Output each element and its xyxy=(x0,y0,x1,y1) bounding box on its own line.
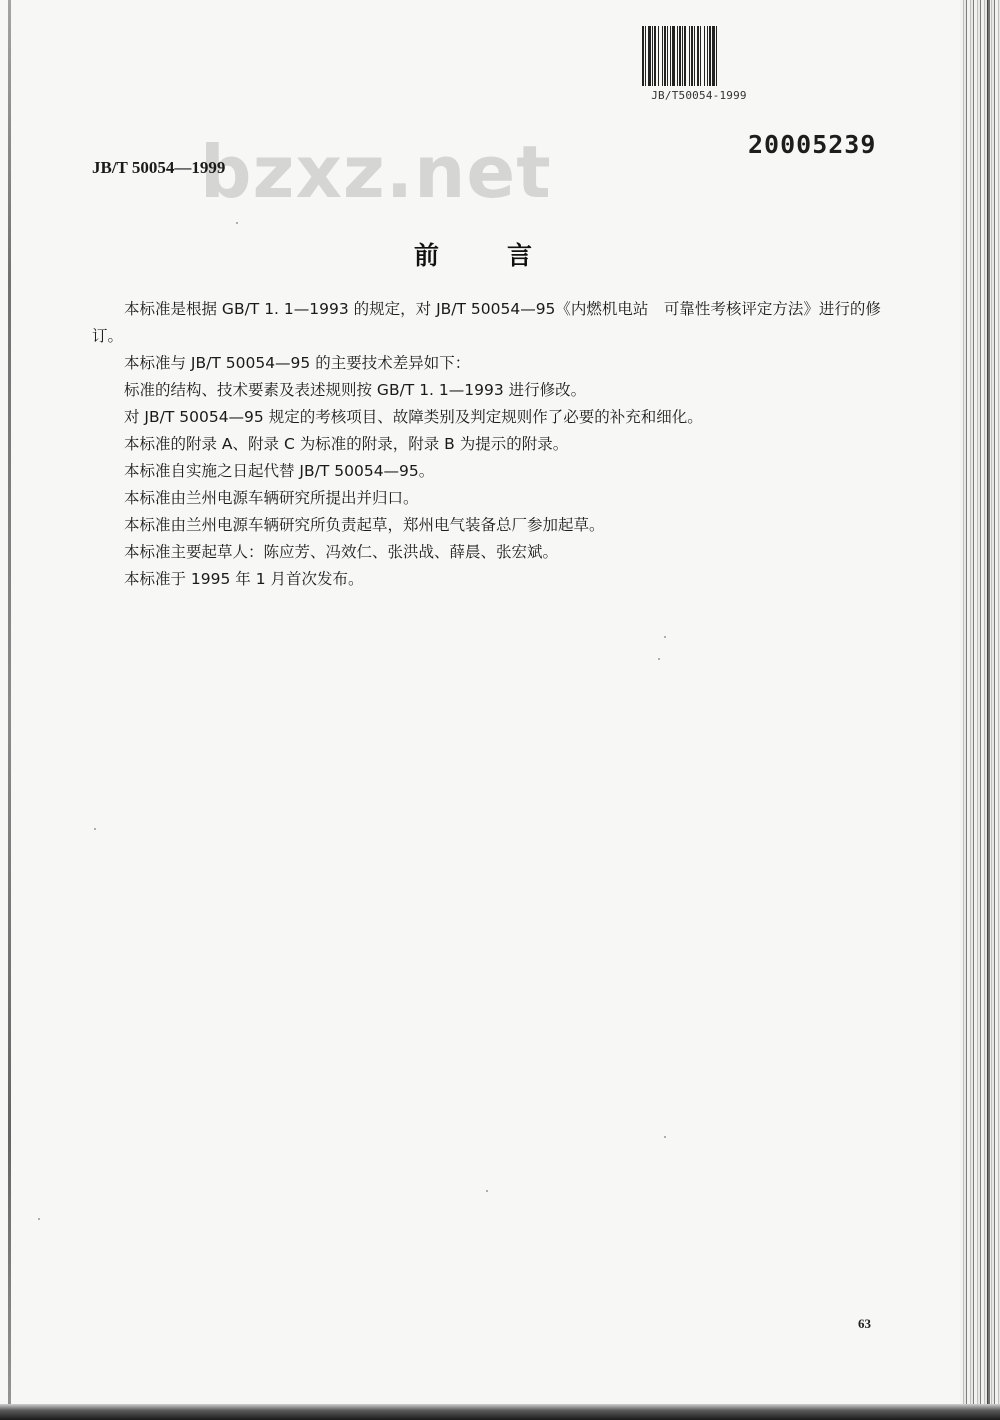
scan-speck xyxy=(94,828,96,830)
barcode-caption: JB/T50054-1999 xyxy=(651,89,747,102)
paragraph: 本标准主要起草人：陈应芳、冯效仁、张洪战、薛晨、张宏斌。 xyxy=(124,543,559,561)
paragraph: 对 JB/T 50054—95 规定的考核项目、故障类别及判定规则作了必要的补充和细化。 xyxy=(124,408,703,426)
scan-bottom-edge xyxy=(0,1404,1000,1420)
barcode-bars xyxy=(642,26,756,86)
serial-number: 20005239 xyxy=(748,130,877,159)
scan-speck xyxy=(664,636,666,638)
binding-shadow xyxy=(987,0,990,1420)
paragraph: 本标准与 JB/T 50054—95 的主要技术差异如下： xyxy=(124,354,471,372)
scan-speck xyxy=(658,658,660,660)
preface-body xyxy=(92,296,892,593)
paragraph: 本标准由兰州电源车辆研究所提出并归口。 xyxy=(124,489,419,507)
paragraph: 本标准于 1995 年 1 月首次发布。 xyxy=(124,570,364,588)
barcode xyxy=(640,26,758,106)
watermark: bzxz.net xyxy=(200,130,552,214)
scan-speck xyxy=(664,1136,666,1138)
paragraph: 本标准由兰州电源车辆研究所负责起草，郑州电气装备总厂参加起草。 xyxy=(124,516,605,534)
page-title: 前言 xyxy=(413,241,600,270)
scan-speck xyxy=(38,1218,40,1220)
binding-edge xyxy=(960,0,1000,1420)
paragraph: 本标准的附录 A、附录 C 为标准的附录，附录 B 为提示的附录。 xyxy=(124,435,569,453)
page-number: 63 xyxy=(858,1316,871,1331)
barcode-bar xyxy=(717,26,719,86)
scan-left-edge xyxy=(8,0,11,1420)
paragraph: 标准的结构、技术要素及表述规则按 GB/T 1. 1—1993 进行修改。 xyxy=(124,381,587,399)
scan-speck xyxy=(486,1190,488,1192)
paragraph: 本标准自实施之日起代替 JB/T 50054—95。 xyxy=(124,462,435,480)
scan-speck xyxy=(236,222,238,224)
paragraph: 本标准是根据 GB/T 1. 1—1993 的规定，对 JB/T 50054—95《内燃机电站 可靠性考核评定方法》进行的修订。 xyxy=(92,300,881,345)
document-code: JB/T 50054—1999 xyxy=(92,158,226,177)
